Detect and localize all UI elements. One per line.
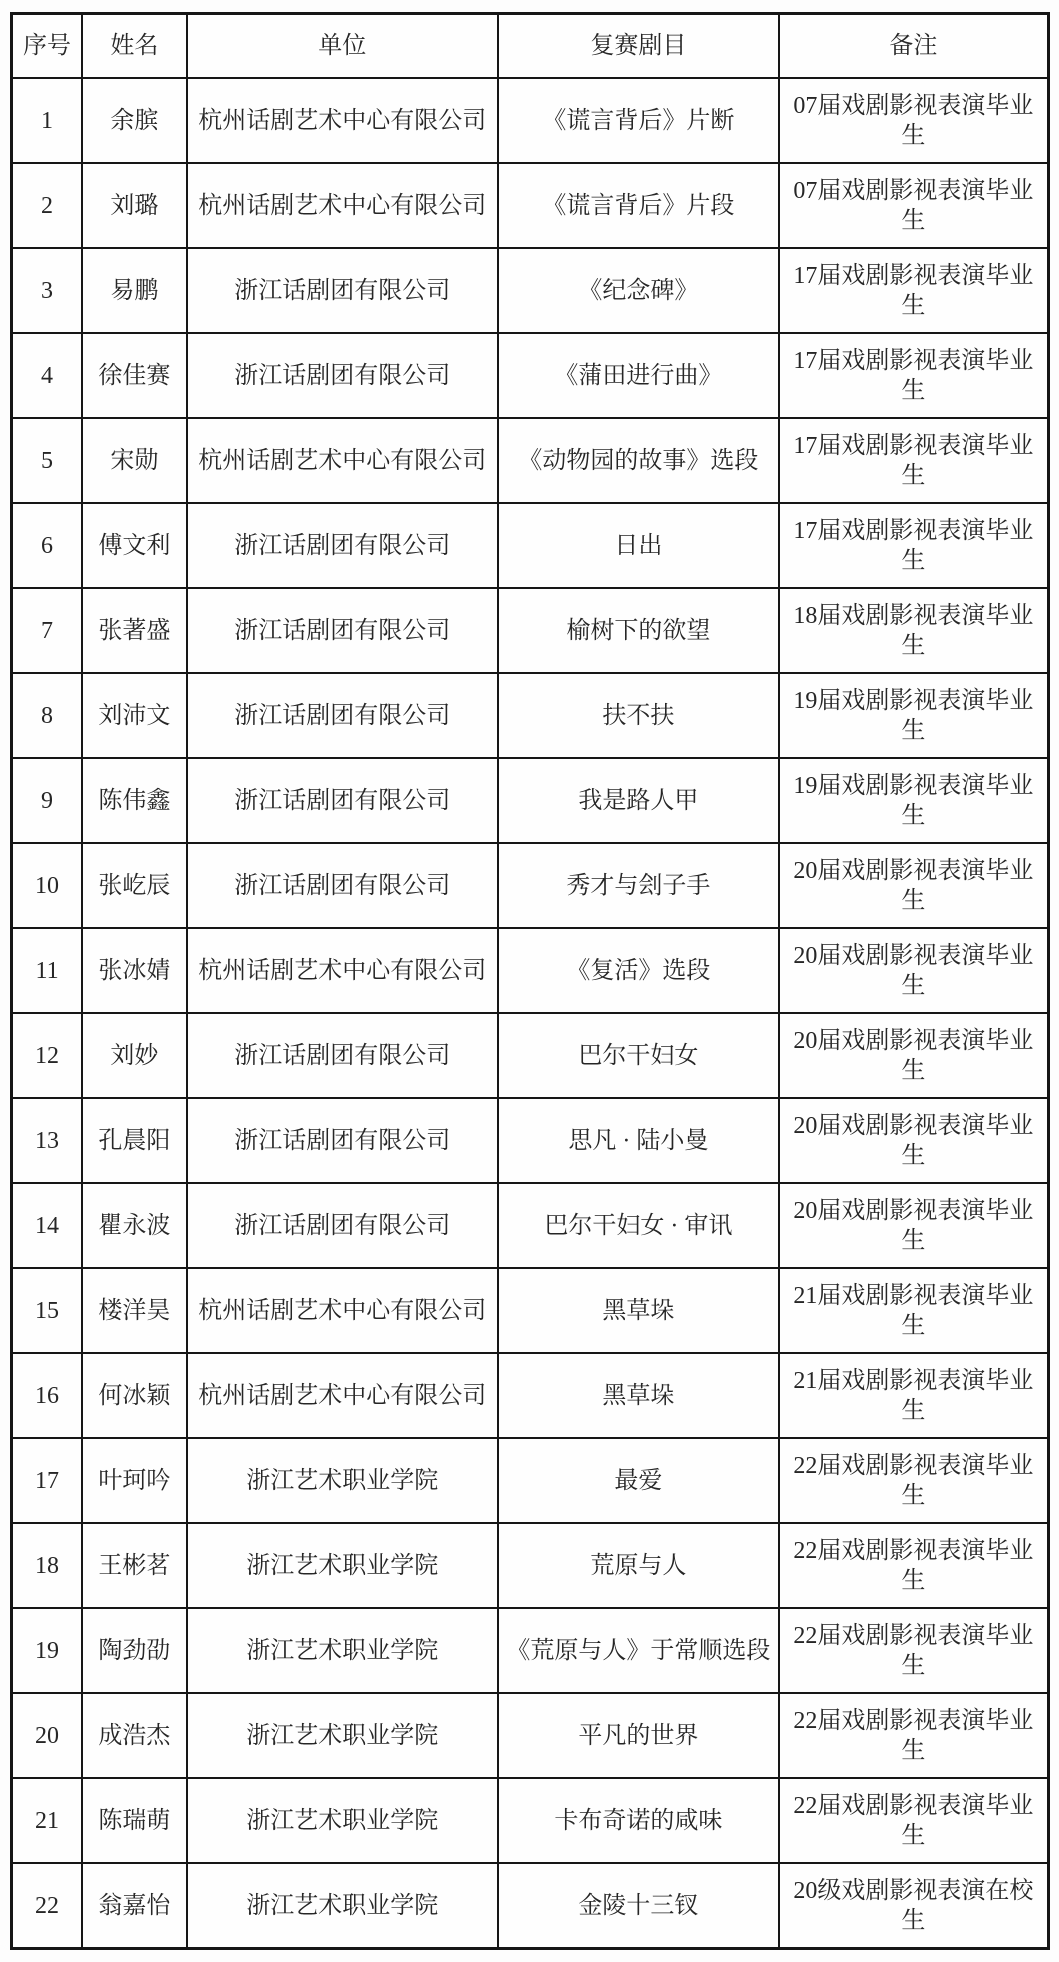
table-row — [12, 1523, 1049, 1608]
remark-cell: 22届戏剧影视表演毕业生 — [779, 1778, 1049, 1863]
play-cell: 《蒲田进行曲》 — [498, 333, 779, 418]
table-row — [12, 928, 1049, 1013]
remark-cell: 22届戏剧影视表演毕业生 — [779, 1608, 1049, 1693]
table-row — [12, 1608, 1049, 1693]
row-number-cell: 10 — [12, 843, 83, 928]
play-cell: 《荒原与人》于常顺选段 — [498, 1608, 779, 1693]
remark-cell: 22届戏剧影视表演毕业生 — [779, 1693, 1049, 1778]
name-cell: 翁嘉怡 — [82, 1863, 187, 1949]
unit-cell: 杭州话剧艺术中心有限公司 — [187, 1353, 498, 1438]
name-cell: 张著盛 — [82, 588, 187, 673]
row-number-cell: 1 — [12, 78, 83, 163]
name-cell: 孔晨阳 — [82, 1098, 187, 1183]
remark-cell: 20届戏剧影视表演毕业生 — [779, 928, 1049, 1013]
name-cell: 余膑 — [82, 78, 187, 163]
table-row — [12, 673, 1049, 758]
unit-cell: 杭州话剧艺术中心有限公司 — [187, 418, 498, 503]
row-number-cell: 2 — [12, 163, 83, 248]
name-cell: 陈瑞萌 — [82, 1778, 187, 1863]
table-row — [12, 758, 1049, 843]
name-cell: 张屹辰 — [82, 843, 187, 928]
remark-cell: 19届戏剧影视表演毕业生 — [779, 758, 1049, 843]
remark-cell: 21届戏剧影视表演毕业生 — [779, 1353, 1049, 1438]
play-cell: 黑草垛 — [498, 1353, 779, 1438]
row-number-cell: 14 — [12, 1183, 83, 1268]
name-cell: 刘璐 — [82, 163, 187, 248]
play-cell: 《纪念碑》 — [498, 248, 779, 333]
row-number-cell: 21 — [12, 1778, 83, 1863]
column-header: 单位 — [187, 14, 498, 79]
remark-cell: 20届戏剧影视表演毕业生 — [779, 1013, 1049, 1098]
table-row — [12, 588, 1049, 673]
play-cell: 日出 — [498, 503, 779, 588]
name-cell: 易鹏 — [82, 248, 187, 333]
unit-cell: 浙江艺术职业学院 — [187, 1778, 498, 1863]
table-body — [12, 78, 1049, 1949]
name-cell: 叶珂吟 — [82, 1438, 187, 1523]
table-row — [12, 1353, 1049, 1438]
row-number-cell: 6 — [12, 503, 83, 588]
column-header: 序号 — [12, 14, 83, 79]
unit-cell: 杭州话剧艺术中心有限公司 — [187, 78, 498, 163]
name-cell: 瞿永波 — [82, 1183, 187, 1268]
unit-cell: 浙江艺术职业学院 — [187, 1863, 498, 1949]
play-cell: 《谎言背后》片断 — [498, 78, 779, 163]
remark-cell: 20届戏剧影视表演毕业生 — [779, 1098, 1049, 1183]
play-cell: 金陵十三钗 — [498, 1863, 779, 1949]
remark-cell: 20级戏剧影视表演在校生 — [779, 1863, 1049, 1949]
unit-cell: 浙江话剧团有限公司 — [187, 333, 498, 418]
row-number-cell: 7 — [12, 588, 83, 673]
name-cell: 刘妙 — [82, 1013, 187, 1098]
table-row — [12, 1013, 1049, 1098]
unit-cell: 浙江艺术职业学院 — [187, 1523, 498, 1608]
unit-cell: 浙江艺术职业学院 — [187, 1438, 498, 1523]
table-row — [12, 1863, 1049, 1949]
table-row — [12, 1438, 1049, 1523]
unit-cell: 杭州话剧艺术中心有限公司 — [187, 928, 498, 1013]
row-number-cell: 3 — [12, 248, 83, 333]
name-cell: 王彬茗 — [82, 1523, 187, 1608]
row-number-cell: 22 — [12, 1863, 83, 1949]
table-row — [12, 78, 1049, 163]
table-row — [12, 163, 1049, 248]
column-header: 备注 — [779, 14, 1049, 79]
name-cell: 陈伟鑫 — [82, 758, 187, 843]
play-cell: 巴尔干妇女 — [498, 1013, 779, 1098]
table-row — [12, 1183, 1049, 1268]
name-cell: 楼洋昊 — [82, 1268, 187, 1353]
name-cell: 傅文利 — [82, 503, 187, 588]
remark-cell: 22届戏剧影视表演毕业生 — [779, 1523, 1049, 1608]
row-number-cell: 19 — [12, 1608, 83, 1693]
unit-cell: 浙江话剧团有限公司 — [187, 1183, 498, 1268]
row-number-cell: 12 — [12, 1013, 83, 1098]
play-cell: 荒原与人 — [498, 1523, 779, 1608]
unit-cell: 浙江话剧团有限公司 — [187, 588, 498, 673]
play-cell: 卡布奇诺的咸味 — [498, 1778, 779, 1863]
unit-cell: 浙江话剧团有限公司 — [187, 673, 498, 758]
competition-roster-table — [10, 12, 1050, 1950]
unit-cell: 浙江话剧团有限公司 — [187, 758, 498, 843]
row-number-cell: 15 — [12, 1268, 83, 1353]
table-row — [12, 248, 1049, 333]
unit-cell: 浙江话剧团有限公司 — [187, 1013, 498, 1098]
play-cell: 平凡的世界 — [498, 1693, 779, 1778]
unit-cell: 杭州话剧艺术中心有限公司 — [187, 163, 498, 248]
remark-cell: 17届戏剧影视表演毕业生 — [779, 248, 1049, 333]
unit-cell: 浙江话剧团有限公司 — [187, 503, 498, 588]
remark-cell: 20届戏剧影视表演毕业生 — [779, 843, 1049, 928]
row-number-cell: 8 — [12, 673, 83, 758]
name-cell: 宋勋 — [82, 418, 187, 503]
header-row — [12, 14, 1049, 79]
play-cell: 《谎言背后》片段 — [498, 163, 779, 248]
column-header: 姓名 — [82, 14, 187, 79]
remark-cell: 19届戏剧影视表演毕业生 — [779, 673, 1049, 758]
play-cell: 《动物园的故事》选段 — [498, 418, 779, 503]
table-row — [12, 1268, 1049, 1353]
remark-cell: 07届戏剧影视表演毕业生 — [779, 78, 1049, 163]
play-cell: 思凡 · 陆小曼 — [498, 1098, 779, 1183]
column-header: 复赛剧目 — [498, 14, 779, 79]
table-row — [12, 418, 1049, 503]
row-number-cell: 17 — [12, 1438, 83, 1523]
row-number-cell: 16 — [12, 1353, 83, 1438]
play-cell: 秀才与刽子手 — [498, 843, 779, 928]
remark-cell: 18届戏剧影视表演毕业生 — [779, 588, 1049, 673]
remark-cell: 21届戏剧影视表演毕业生 — [779, 1268, 1049, 1353]
play-cell: 巴尔干妇女 · 审讯 — [498, 1183, 779, 1268]
unit-cell: 浙江艺术职业学院 — [187, 1693, 498, 1778]
row-number-cell: 4 — [12, 333, 83, 418]
unit-cell: 浙江话剧团有限公司 — [187, 248, 498, 333]
table-row — [12, 1778, 1049, 1863]
play-cell: 榆树下的欲望 — [498, 588, 779, 673]
row-number-cell: 11 — [12, 928, 83, 1013]
play-cell: 扶不扶 — [498, 673, 779, 758]
play-cell: 黑草垛 — [498, 1268, 779, 1353]
unit-cell: 浙江艺术职业学院 — [187, 1608, 498, 1693]
table-row — [12, 333, 1049, 418]
remark-cell: 20届戏剧影视表演毕业生 — [779, 1183, 1049, 1268]
name-cell: 成浩杰 — [82, 1693, 187, 1778]
table-row — [12, 843, 1049, 928]
remark-cell: 22届戏剧影视表演毕业生 — [779, 1438, 1049, 1523]
row-number-cell: 5 — [12, 418, 83, 503]
unit-cell: 杭州话剧艺术中心有限公司 — [187, 1268, 498, 1353]
unit-cell: 浙江话剧团有限公司 — [187, 1098, 498, 1183]
remark-cell: 17届戏剧影视表演毕业生 — [779, 503, 1049, 588]
unit-cell: 浙江话剧团有限公司 — [187, 843, 498, 928]
name-cell: 何冰颖 — [82, 1353, 187, 1438]
row-number-cell: 9 — [12, 758, 83, 843]
remark-cell: 17届戏剧影视表演毕业生 — [779, 418, 1049, 503]
row-number-cell: 20 — [12, 1693, 83, 1778]
table-row — [12, 1693, 1049, 1778]
play-cell: 最爱 — [498, 1438, 779, 1523]
play-cell: 我是路人甲 — [498, 758, 779, 843]
row-number-cell: 13 — [12, 1098, 83, 1183]
name-cell: 徐佳赛 — [82, 333, 187, 418]
name-cell: 陶劲劭 — [82, 1608, 187, 1693]
play-cell: 《复活》选段 — [498, 928, 779, 1013]
table-row — [12, 503, 1049, 588]
name-cell: 刘沛文 — [82, 673, 187, 758]
remark-cell: 17届戏剧影视表演毕业生 — [779, 333, 1049, 418]
remark-cell: 07届戏剧影视表演毕业生 — [779, 163, 1049, 248]
name-cell: 张冰婧 — [82, 928, 187, 1013]
row-number-cell: 18 — [12, 1523, 83, 1608]
table-row — [12, 1098, 1049, 1183]
